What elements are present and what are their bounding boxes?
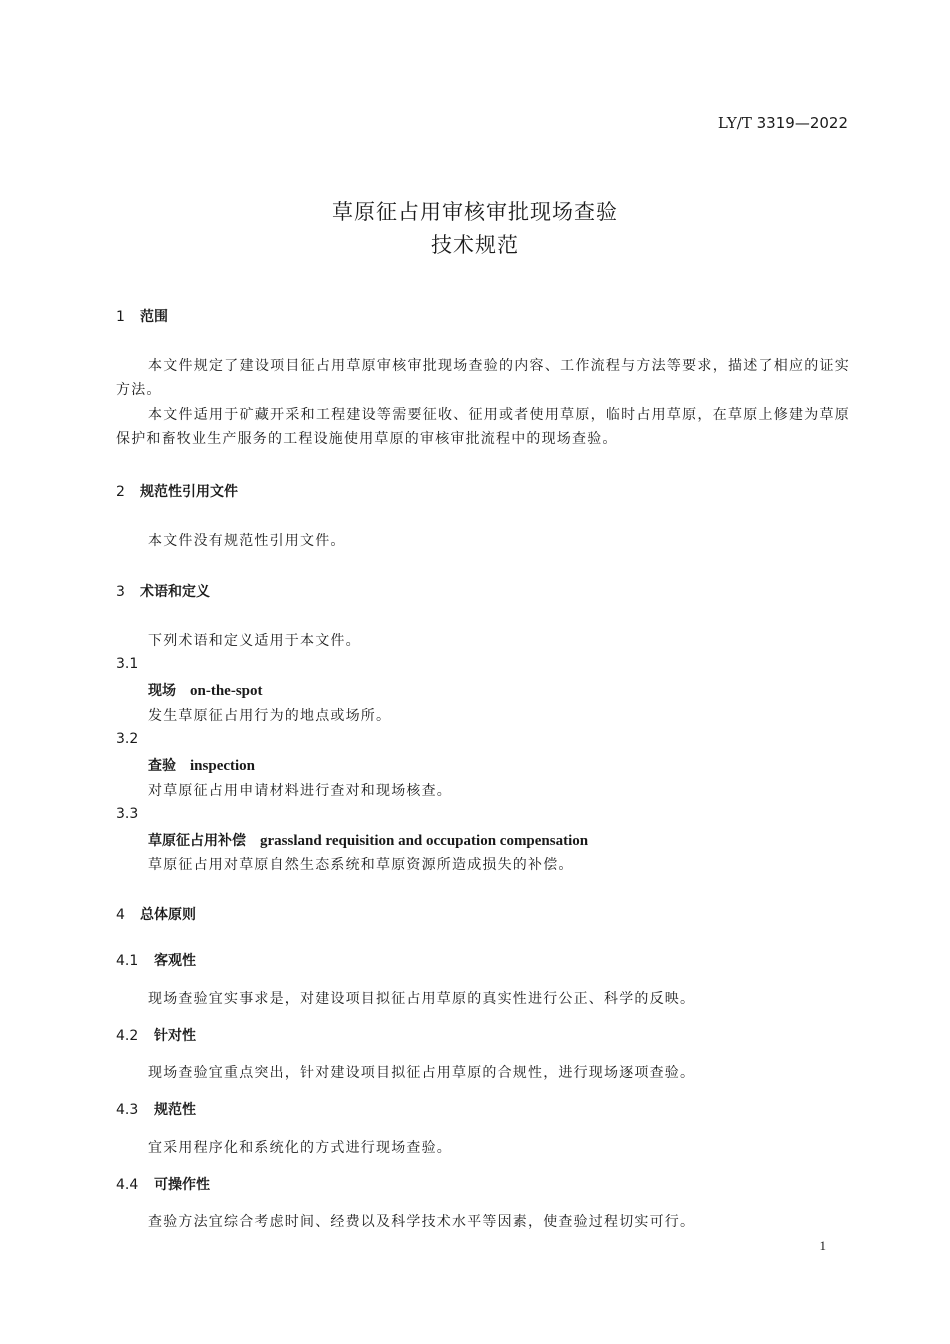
- term-number: 3.3: [116, 806, 139, 822]
- section-1-heading: [116, 306, 168, 326]
- subsection-title: 客观性: [154, 953, 196, 969]
- section-2-paragraph: 本文件没有规范性引用文件。: [148, 533, 346, 549]
- subsection-heading: [116, 950, 196, 970]
- term-heading: [148, 680, 263, 700]
- subsection-title: 可操作性: [154, 1177, 210, 1193]
- term-definition: 发生草原征占用行为的地点或场所。: [148, 708, 392, 724]
- section-1-paragraph-2: 本文件适用于矿藏开采和工程建设等需要征收、征用或者使用草原，临时占用草原，在草原上修建为草原保护和畜牧业生产服务的工程设施使用草原的审核审批流程中的现场查验。: [116, 407, 850, 447]
- section-number: 1: [116, 309, 125, 325]
- term-zh: 查验: [148, 758, 176, 774]
- subsection-paragraph: 查验方法宜综合考虑时间、经费以及科学技术水平等因素，使查验过程切实可行。: [148, 1214, 696, 1230]
- subsection-number: 4.4: [116, 1177, 139, 1193]
- section-title: 术语和定义: [140, 584, 210, 600]
- subsection-title: 针对性: [154, 1028, 196, 1044]
- subsection-heading: [116, 1174, 210, 1194]
- term-en: inspection: [190, 758, 256, 774]
- term-definition: 草原征占用对草原自然生态系统和草原资源所造成损失的补偿。: [148, 857, 574, 873]
- subsection-number: 4.1: [116, 953, 139, 969]
- standard-code: [718, 114, 848, 132]
- term-en: grassland requisition and occupation compensation: [260, 833, 589, 849]
- section-4-heading: [116, 904, 196, 924]
- term-heading: [148, 830, 588, 850]
- subsection-number: 4.3: [116, 1102, 139, 1118]
- subsection-paragraph: 现场查验宜实事求是，对建设项目拟征占用草原的真实性进行公正、科学的反映。: [148, 991, 696, 1007]
- term-zh: 草原征占用补偿: [148, 833, 246, 849]
- section-3-paragraph: 下列术语和定义适用于本文件。: [148, 633, 361, 649]
- standard-number: 3319—2022: [756, 114, 848, 132]
- subsection-number: 4.2: [116, 1028, 139, 1044]
- subsection-title: 规范性: [154, 1102, 196, 1118]
- section-3-heading: [116, 581, 210, 601]
- document-title-line1: 草原征占用审核审批现场查验: [332, 200, 618, 224]
- subsection-heading: [116, 1099, 196, 1119]
- page-number: 1: [819, 1238, 826, 1253]
- section-1-paragraph-1: 本文件规定了建设项目征占用草原审核审批现场查验的内容、工作流程与方法等要求，描述了相应的证实方法。: [116, 358, 850, 398]
- document-title-line2: 技术规范: [431, 233, 519, 257]
- subsection-heading: [116, 1025, 196, 1045]
- standard-prefix: LY/T: [717, 114, 752, 132]
- section-title: 范围: [140, 309, 168, 325]
- term-zh: 现场: [148, 683, 176, 699]
- term-number: 3.1: [116, 656, 139, 672]
- subsection-paragraph: 宜采用程序化和系统化的方式进行现场查验。: [148, 1140, 452, 1156]
- subsection-paragraph: 现场查验宜重点突出，针对建设项目拟征占用草原的合规性，进行现场逐项查验。: [148, 1065, 696, 1081]
- section-title: 规范性引用文件: [140, 484, 238, 500]
- term-heading: [148, 755, 255, 775]
- section-number: 4: [116, 907, 125, 923]
- term-en: on-the-spot: [190, 683, 263, 699]
- section-number: 2: [116, 484, 125, 500]
- section-number: 3: [116, 584, 125, 600]
- section-2-heading: [116, 481, 238, 501]
- section-title: 总体原则: [140, 907, 196, 923]
- term-number: 3.2: [116, 731, 139, 747]
- term-definition: 对草原征占用申请材料进行查对和现场核查。: [148, 783, 452, 799]
